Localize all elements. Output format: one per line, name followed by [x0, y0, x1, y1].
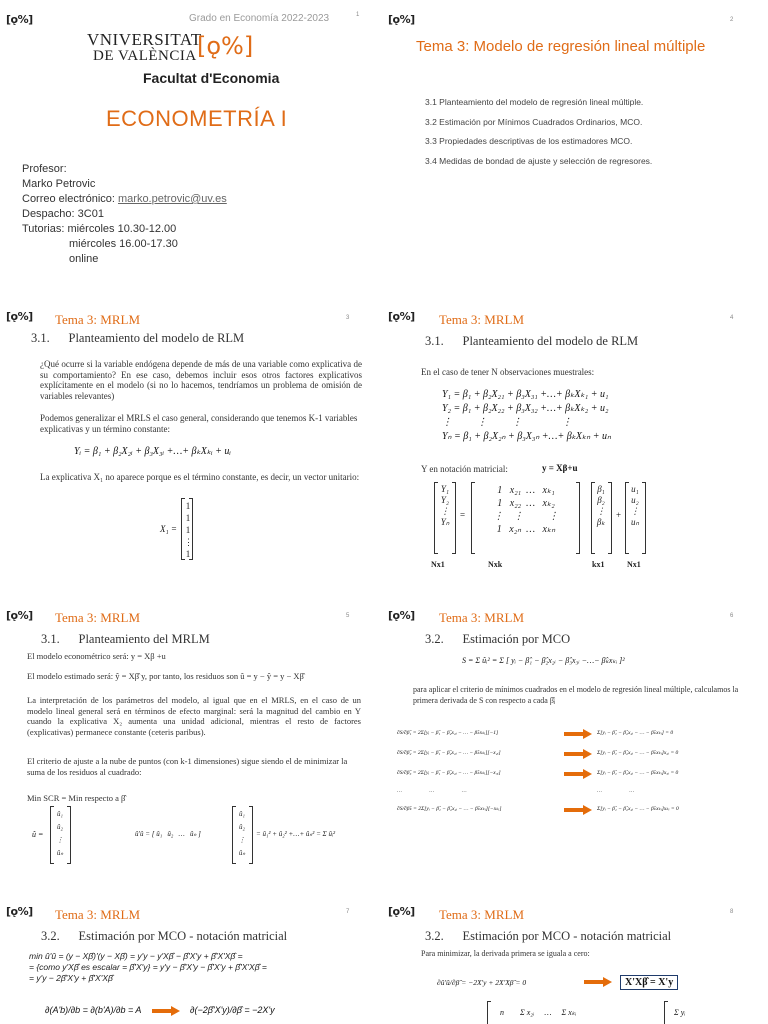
- slide-5: [0, 592, 384, 888]
- slide-8: [384, 888, 768, 1024]
- page-number: 2: [730, 17, 734, 23]
- equals-sign: =: [460, 510, 466, 520]
- page-number: 1: [356, 12, 360, 18]
- implies-arrow-icon: [564, 770, 592, 778]
- matrix-bracket-right: [189, 498, 193, 560]
- page-number: 3: [346, 315, 350, 321]
- bracket: [471, 482, 475, 554]
- first-order-condition: ∂û'û/∂β̂ = −2X'y + 2X'Xβ̂ = 0: [437, 978, 527, 987]
- vector-element: 1: [185, 513, 191, 523]
- slide-title: Tema 3: Modelo de regresión lineal múltiple: [416, 38, 706, 55]
- page-number: 4: [730, 315, 734, 321]
- paragraph: ¿Qué ocurre si la variable endógena depende de más de una variable como explicativa de su comportamiento? En ese caso, debemos incluir esos otros factores explicativos explícitamente en el modelo (si no lo hacemos, tendríamos un problema de omisión de variables relevantes): [40, 359, 362, 401]
- slide-4: [384, 296, 768, 592]
- paragraph: El criterio de ajuste a la nube de puntos (con k-1 dimensiones) sigue siendo el de minimizar la suma de los residuos al cuadrado:: [27, 756, 348, 777]
- paragraph: La interpretación de los parámetros del modelo, al igual que en el MRLS, en el caso de un modelo lineal general será en términos de efecto marginal: será la magnitud del cambio en Y cuando la explicativa X₂ aumenta una unidad adicional, mientras el resto de factores (explicativas) permanece constante (ceteris paribus).: [27, 695, 361, 737]
- implies-arrow-icon: [152, 1007, 180, 1015]
- corner-logo-icon: [ǫ%]: [6, 13, 33, 26]
- corner-logo-icon: [ǫ%]: [6, 905, 33, 918]
- equation-row: Y₁ = β₁ + β₂X₂₁ + β₃X₃₁ +…+ βₖXₖ₁ + u₁: [442, 389, 609, 400]
- implies-arrow-icon: [564, 750, 592, 758]
- paragraph: En el caso de tener N observaciones muestrales:: [421, 367, 595, 377]
- implies-arrow-icon: [564, 806, 592, 814]
- normal-equation: … …: [597, 788, 635, 794]
- equation-row: Y₂ = β₁ + β₂X₂₂ + β₃X₃₂ +…+ βₖXₖ₂ + u₂: [442, 403, 609, 414]
- tutorias-label: Tutorias:: [22, 223, 65, 235]
- implies-arrow-icon: [564, 730, 592, 738]
- derivation-line: min û'û = (y − Xβ̂)'(y − Xβ̂) = y'y − y'Xβ̂ − β̂'X'y + β̂'X'Xβ̂ =: [29, 951, 243, 961]
- matrix-row: n Σ x₂ᵢ … Σ xₖᵢ: [500, 1008, 577, 1017]
- contact-block: [22, 162, 227, 267]
- slide-7: [0, 888, 384, 1024]
- derivative-row: ∂S/∂β̂₃ = 2Σ[yᵢ − β̂₁ − β̂₂x₂ᵢ − … − β̂ₖxₖᵢ][−x₃ᵢ]: [397, 770, 501, 776]
- tutorias-time-1: miércoles 10.30-12.00: [67, 223, 177, 235]
- tutorias-time-2: miércoles 16.00-17.30: [69, 238, 178, 250]
- vector-element: 1: [185, 525, 191, 535]
- paragraph: Para minimizar, la derivada primera se iguala a cero:: [421, 949, 590, 958]
- bracket: [452, 482, 456, 554]
- vector-label: X₁ =: [160, 524, 177, 534]
- dimension-label: kx1: [592, 560, 605, 569]
- corner-logo-icon: [ǫ%]: [6, 310, 33, 323]
- slide-3: [0, 296, 384, 592]
- slide-2: [384, 0, 768, 296]
- toc-item[interactable]: 3.3 Propiedades descriptivas de los estimadores MCO.: [425, 136, 633, 146]
- derivative-rule: ∂(A'b)/∂b = ∂(b'A)/∂b = A: [45, 1005, 142, 1015]
- faculty-name: Facultat d'Economia: [143, 70, 280, 86]
- section-subtitle: 3.2. Estimación por MCO: [425, 632, 571, 646]
- bracket: [664, 1001, 668, 1024]
- slide-6: [384, 592, 768, 888]
- tema-label: Tema 3: MRLM: [55, 312, 141, 327]
- bracket: [576, 482, 580, 554]
- vector-element: ⋮: [184, 537, 193, 547]
- corner-logo-icon: [ǫ%]: [388, 905, 415, 918]
- toc-item[interactable]: 3.4 Medidas de bondad de ajuste y selección de regresores.: [425, 155, 653, 166]
- page-number: 6: [730, 613, 734, 619]
- objective-equation: S = Σ ûᵢ² = Σ [ yᵢ − β̂₁ − β̂₂x₂ᵢ − β̂₃x₃ᵢ −…− β̂ₖxₖᵢ ]²: [462, 656, 625, 665]
- min-label: Min SCR = Min respecto a β̂: [27, 793, 126, 803]
- tema-label: Tema 3: MRLM: [439, 610, 525, 625]
- tema-label: Tema 3: MRLM: [55, 907, 141, 922]
- corner-logo-icon: [ǫ%]: [6, 609, 33, 622]
- bracket: [249, 806, 253, 864]
- vector-element: 1: [185, 501, 191, 511]
- section-subtitle: 3.1. Planteamiento del modelo de RLM: [425, 334, 639, 348]
- bracket: [67, 806, 71, 864]
- toc-item[interactable]: 3.1 Planteamiento del modelo de regresión lineal múltiple.: [425, 97, 644, 107]
- derivative-row: ∂S/∂β̂₁ = 2Σ[yᵢ − β̂₁ − β̂₂x₂ᵢ − … − β̂ₖxₖᵢ][−1]: [397, 730, 499, 736]
- matrix-equation: y = Xβ+u: [542, 463, 578, 473]
- tema-label: Tema 3: MRLM: [439, 907, 525, 922]
- university-name-line2: DE VALÈNCIA: [93, 48, 197, 64]
- paragraph: Podemos generalizar el MRLS el caso general, considerando que tenemos K-1 variables explicativas y un término constante:: [40, 413, 358, 434]
- derivative-row: … … …: [397, 788, 467, 794]
- tutorias-row: [22, 222, 227, 237]
- boxed-result: X'Xβ̂ = X'y: [620, 975, 678, 990]
- university-logo: [87, 30, 287, 70]
- section-subtitle: 3.1. Planteamiento del modelo de RLM: [31, 331, 245, 345]
- y-vector: Y₁ Y₂ ⋮ Yₙ: [440, 484, 450, 527]
- normal-equation: Σ[yᵢ − β̂₁ − β̂₂x₂ᵢ − … − β̂ₖxₖᵢ]x₃ᵢ = 0: [597, 770, 679, 776]
- equation-system: [442, 388, 611, 444]
- x-matrix: 1 x₂₁ … xₖ₁ 1 x₂₂ … xₖ₂ ⋮ ⋮ ⋮ 1 x₂ₙ … xₖₙ: [493, 485, 559, 535]
- slide-header: Grado en Economía 2022-2023: [189, 13, 330, 24]
- professor-name: Marko Petrovic: [22, 178, 96, 190]
- office: Despacho: 3C01: [22, 208, 104, 220]
- university-name-line1: VNIVERSITAT: [87, 30, 202, 49]
- residual-vector-label: û =: [32, 830, 44, 839]
- vector-element: 1: [185, 549, 191, 559]
- normal-equation: Σ[yᵢ − β̂₁ − β̂₂x₂ᵢ − … − β̂ₖxₖᵢ] = 0: [597, 730, 674, 736]
- toc-list: [425, 93, 652, 171]
- residual-vector: û₁ û₂ ⋮ ûₙ: [56, 810, 64, 857]
- normal-equation: Σ[yᵢ − β̂₁ − β̂₂x₂ᵢ − … − β̂ₖxₖᵢ]x₂ᵢ = 0: [597, 750, 679, 756]
- derivative-row: ∂S/∂β̂₂ = 2Σ[yᵢ − β̂₁ − β̂₂x₂ᵢ − … − β̂ₖxₖᵢ][−x₂ᵢ]: [397, 750, 501, 756]
- model-line: El modelo econométrico será: y = Xβ +u: [27, 651, 166, 661]
- beta-vector: β₁ β₂ ⋮ βₖ: [596, 484, 606, 527]
- normal-equation: Σ[yᵢ − β̂₁ − β̂₂x₂ᵢ − … − β̂ₖxₖᵢ]xₖᵢ = 0: [597, 806, 679, 812]
- tema-label: Tema 3: MRLM: [439, 312, 525, 327]
- professor-label: Profesor:: [22, 163, 67, 175]
- bracket: [608, 482, 612, 554]
- email-row: [22, 192, 227, 207]
- tema-label: Tema 3: MRLM: [55, 610, 141, 625]
- tutorias-time-3: online: [69, 253, 99, 265]
- dimension-label: Nx1: [627, 560, 641, 569]
- course-title: ECONOMETRÍA I: [106, 106, 288, 131]
- derivation-block: [29, 951, 267, 984]
- derivative-rule: ∂(−2β̂'X'y)/∂β̂ = −2X'y: [190, 1005, 275, 1015]
- sum-of-squares: = û₁² + û₂² +…+ ûₙ² = Σ ûᵢ²: [256, 830, 336, 838]
- u-vector: u₁ u₂ ⋮ uₙ: [630, 484, 640, 527]
- dimension-label: Nxk: [488, 560, 503, 569]
- paragraph: para aplicar el criterio de mínimos cuadrados en el modelo de regresión lineal múltiple, calculamos la primera derivada de S con respecto a cada β̂ⱼ: [413, 685, 739, 705]
- page-number: 8: [730, 909, 734, 915]
- equation-row: ⋮ ⋮ ⋮ ⋮: [442, 417, 572, 428]
- equation-row: Yₙ = β₁ + β₂X₂ₙ + β₃X₃ₙ +…+ βₖXₖₙ + uₙ: [442, 431, 612, 442]
- bracket: [642, 482, 646, 554]
- rhs-sum: Σ yᵢ: [674, 1008, 686, 1017]
- dimension-label: Nx1: [431, 560, 445, 569]
- email-label: Correo electrónico:: [22, 193, 115, 205]
- residual-product: û'û = [ û₁ û₂ … ûₙ ]: [135, 830, 201, 838]
- implies-arrow-icon: [584, 978, 612, 986]
- derivation-line: = {como y'Xβ̂ es escalar = β̂'X'y} = y'y − β̂'X'y − β̂'X'y + β̂'X'Xβ̂ =: [29, 962, 267, 972]
- corner-logo-icon: [ǫ%]: [388, 13, 415, 26]
- derivation-line: = y'y − 2β̂'X'y + β̂'X'Xβ̂: [29, 973, 113, 983]
- section-subtitle: 3.2. Estimación por MCO - notación matricial: [41, 929, 288, 943]
- derivative-row: ∂S/∂β̂ₖ = 2Σ[yᵢ − β̂₁ − β̂₂x₂ᵢ − … − β̂ₖxₖᵢ][−xₖᵢ]: [397, 806, 502, 812]
- slide-1: [0, 0, 384, 296]
- section-subtitle: 3.2. Estimación por MCO - notación matricial: [425, 929, 672, 943]
- corner-logo-icon: [ǫ%]: [388, 310, 415, 323]
- estimated-model-line: El modelo estimado será: ŷ = Xβ̂ y, por tanto, los residuos son û = y − ŷ = y − Xβ̂: [27, 671, 304, 681]
- page-number: 7: [346, 909, 350, 915]
- page-number: 5: [346, 613, 350, 619]
- section-subtitle: 3.1. Planteamiento del MRLM: [41, 632, 210, 646]
- equation: Yᵢ = β₁ + β₂X₂ᵢ + β₃X₃ᵢ +…+ βₖXₖᵢ + uᵢ: [74, 446, 231, 457]
- toc-item[interactable]: 3.2 Estimación por Mínimos Cuadrados Ordinarios, MCO.: [425, 116, 643, 127]
- plus-sign: +: [616, 510, 622, 520]
- corner-logo-icon: [ǫ%]: [388, 609, 415, 622]
- university-seal-icon: [ǫ%]: [197, 32, 254, 60]
- paragraph: La explicativa X₁ no aparece porque es el término constante, es decir, un vector unitario:: [40, 472, 360, 482]
- bracket: [487, 1001, 491, 1024]
- email-link[interactable]: marko.petrovic@uv.es: [118, 193, 227, 205]
- residual-vector: û₁ û₂ ⋮ ûₙ: [238, 810, 246, 857]
- matrix-system: [434, 482, 674, 556]
- matrix-notation-label: Y en notación matricial:: [421, 464, 508, 474]
